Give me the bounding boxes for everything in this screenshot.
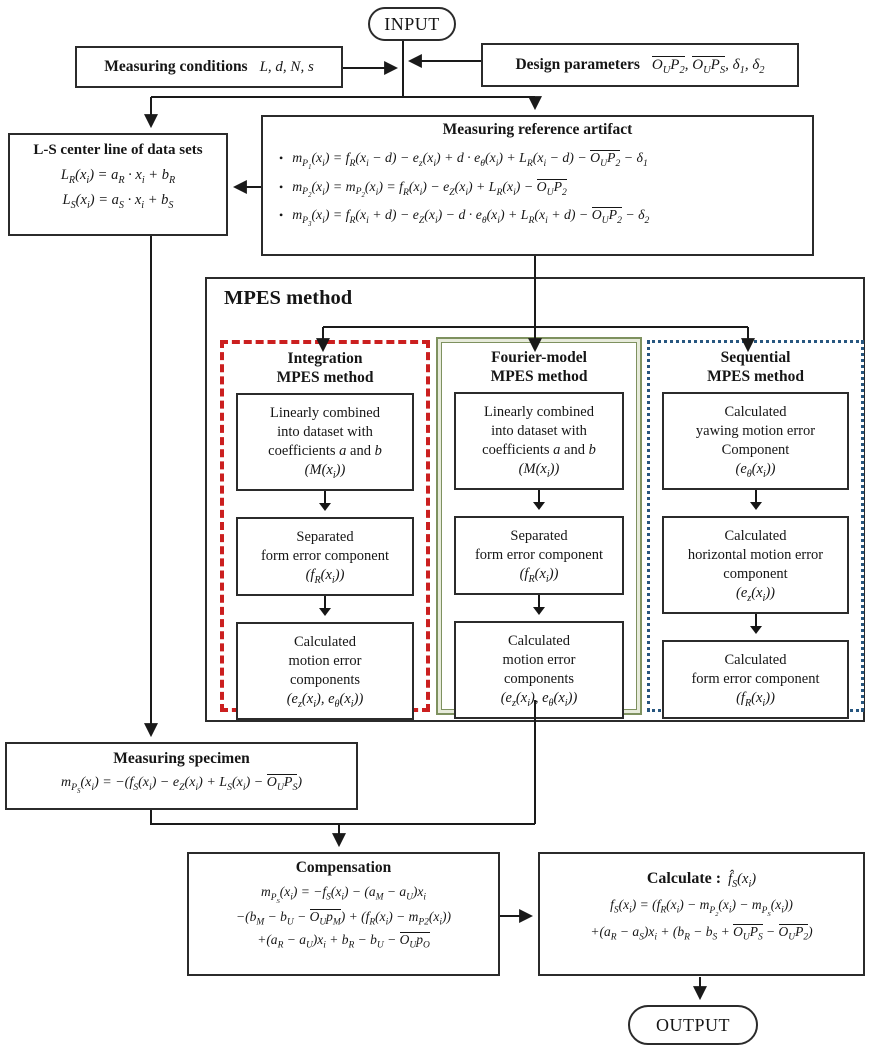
calculate-title-math: $f̂_S(x_i)$ <box>728 871 757 890</box>
step-line: into dataset with <box>491 423 587 439</box>
step-line: Calculated <box>724 652 787 668</box>
down-arrow-icon <box>224 491 426 511</box>
step-line: $(e_\theta(x_i))$ <box>735 461 776 480</box>
mpes-column-sequential <box>647 340 864 712</box>
artifact-equation-3: $m_{P_3}(x_i) = f_R(x_i + d) - e_Z(x_i) - d \cdot e_\theta(x_i) + L_R(x_i + d) - O_UP_2 - \delta_2$ <box>292 207 650 229</box>
artifact-equation-row <box>279 178 812 200</box>
mpes-method-box <box>205 277 865 722</box>
step-line: coefficients a and b <box>268 443 382 459</box>
compensation-equation-3: $+(a_R - a_U)x_i + b_R - b_U - O_Up_O$ <box>257 931 430 951</box>
step-line: $(e_z(x_i))$ <box>736 585 775 604</box>
down-arrow-icon <box>650 490 861 510</box>
artifact-equation-1: $m_{P_1}(x_i) = f_R(x_i - d) - e_z(x_i) + d \cdot e_\theta(x_i) + L_R(x_i - d) - O_UP_2 - \delta_1$ <box>292 150 648 171</box>
measuring-reference-artifact-title: Measuring reference artifact <box>442 121 633 138</box>
step-line: Component <box>721 442 790 458</box>
design-parameters-box <box>481 43 799 87</box>
mpes-step-box <box>662 640 849 719</box>
calculate-box <box>538 852 865 976</box>
ls-equation-specimen: $L_S(x_i) = a_S \cdot x_i + b_S$ <box>62 192 174 211</box>
artifact-equation-row <box>279 150 812 171</box>
mpes-step-box <box>454 621 624 719</box>
down-arrow-icon <box>650 614 861 634</box>
bullet-icon: • <box>279 151 284 165</box>
measuring-specimen-equation: $m_{P_S}(x_i) = -(f_S(x_i) - e_Z(x_i) + L_S(x_i) - O_UP_S)$ <box>60 775 303 795</box>
mpes-column-fourier <box>436 337 642 715</box>
compensation-equation-2: $-(b_M - b_U - O_Up_M) + (f_R(x_i) - m_{P2}(x_i))$ <box>236 908 451 928</box>
down-arrow-icon <box>442 595 636 615</box>
mpes-step-box <box>454 392 624 490</box>
measuring-conditions-label: Measuring conditions <box>104 58 248 75</box>
ls-center-line-box <box>8 133 228 236</box>
calculate-title: Calculate : <box>646 870 722 887</box>
step-line: form error component <box>691 671 820 687</box>
step-line: form error component <box>260 548 390 564</box>
design-parameters-symbols: $O_UP_2$, $O_UP_S$, $\delta_1$, $\delta_2$ <box>651 57 765 76</box>
calculate-equation-2: $+(a_R - a_S)x_i + (b_R - b_S + O_UP_S - O_UP_2)$ <box>590 923 813 943</box>
step-line: Separated <box>296 529 354 545</box>
step-line: horizontal motion error <box>687 547 824 563</box>
mpes-step-box <box>662 516 849 614</box>
mpes-method-title: MPES method <box>224 287 353 309</box>
artifact-equation-row <box>279 207 812 229</box>
ls-center-line-title: L-S center line of data sets <box>33 142 203 158</box>
mpes-column-integration <box>220 340 430 712</box>
step-line: components <box>503 671 575 687</box>
step-line: Separated <box>510 528 568 544</box>
connector-specimen-join <box>151 810 535 824</box>
down-arrow-icon <box>224 596 426 616</box>
step-line: Calculated <box>724 528 787 544</box>
artifact-equation-2: $m_{P_2}(x_i) = m_{P_2}(x_i) = f_R(x_i) - e_Z(x_i) + L_R(x_i) - O_UP_2$ <box>292 178 567 200</box>
measuring-conditions-box <box>75 46 343 88</box>
mpes-column-title-integration: Integration MPES method <box>276 350 374 386</box>
mpes-step-box <box>236 622 414 720</box>
step-line: $(M(x_i))$ <box>304 462 346 481</box>
compensation-equation-1: $m_{P_S}(x_i) = -f_S(x_i) - (a_M - a_U)x_i$ <box>260 884 427 905</box>
compensation-title: Compensation <box>295 859 392 876</box>
step-line: motion error <box>502 652 576 668</box>
ls-equation-reference: $L_R(x_i) = a_R \cdot x_i + b_R$ <box>60 167 176 186</box>
step-line: Linearly combined <box>484 404 594 420</box>
mpes-step-box <box>662 392 849 490</box>
fourier-inner-frame <box>441 342 637 710</box>
calculate-equation-1: $f_S(x_i) = (f_R(x_i) - m_{P_2}(x_i) - m_{P_S}(x_i))$ <box>610 897 793 918</box>
measuring-reference-artifact-box <box>261 115 814 256</box>
step-line: $(f_R(x_i))$ <box>305 567 345 586</box>
step-line: motion error <box>288 653 362 669</box>
input-label: INPUT <box>384 13 440 34</box>
output-label: OUTPUT <box>656 1014 730 1035</box>
measuring-specimen-title: Measuring specimen <box>113 750 250 767</box>
mpes-step-box <box>454 516 624 595</box>
step-line: components <box>289 672 361 688</box>
step-line: ($e_z(x_i)$, $e_\theta(x_i)$) <box>286 691 364 710</box>
step-line: into dataset with <box>277 424 373 440</box>
design-parameters-label: Design parameters <box>515 56 640 73</box>
step-line: Calculated <box>507 633 570 649</box>
input-terminal <box>368 7 456 41</box>
measuring-conditions-symbols: L, d, N, s <box>259 58 314 75</box>
mpes-step-box <box>236 517 414 596</box>
step-line: Calculated <box>724 404 787 420</box>
step-line: $(f_R(x_i))$ <box>519 566 559 585</box>
mpes-step-box <box>236 393 414 491</box>
bullet-icon: • <box>279 179 284 194</box>
step-line: coefficients a and b <box>482 442 596 458</box>
step-line: Calculated <box>293 634 356 650</box>
mpes-column-title-sequential: Sequential MPES method <box>707 349 804 385</box>
step-line: $(f_R(x_i))$ <box>736 690 775 709</box>
compensation-box <box>187 852 500 976</box>
down-arrow-icon <box>442 490 636 510</box>
step-line: ($e_z(x_i)$, $e_\theta(x_i)$) <box>500 690 578 709</box>
mpes-column-title-fourier: Fourier-model MPES method <box>490 349 588 385</box>
step-line: $(M(x_i))$ <box>518 461 560 480</box>
step-line: component <box>723 566 788 582</box>
bullet-icon: • <box>279 208 284 223</box>
step-line: yawing motion error <box>695 423 816 439</box>
step-line: form error component <box>474 547 604 563</box>
output-terminal <box>628 1005 758 1045</box>
step-line: Linearly combined <box>270 405 380 421</box>
measuring-specimen-box <box>5 742 358 810</box>
